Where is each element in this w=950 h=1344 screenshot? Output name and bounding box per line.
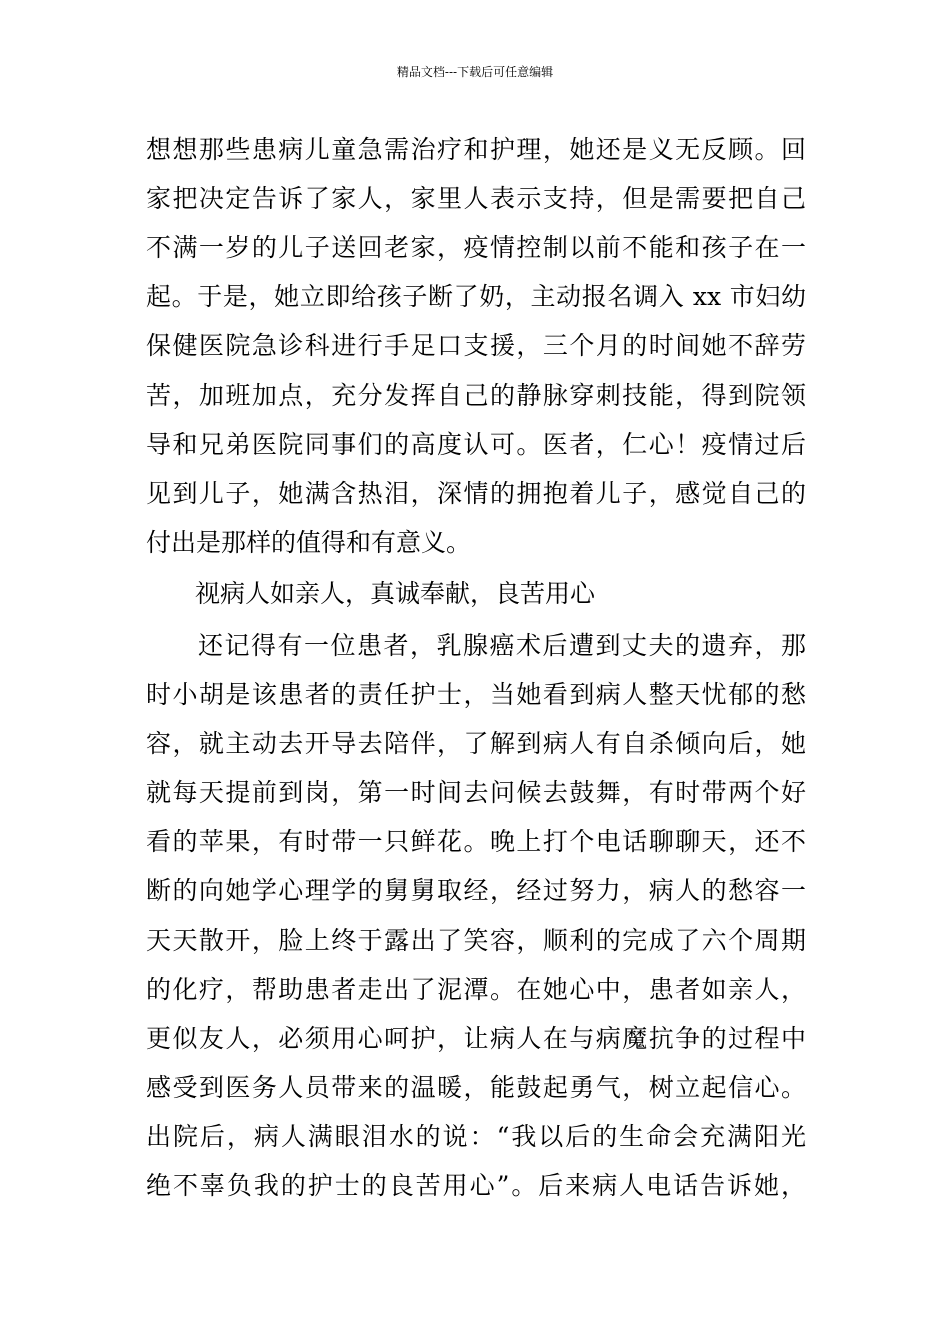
body-line: 出院后，病人满眼泪水的说：“我以后的生命会充满阳光 [146,1122,806,1151]
body-line: 更似友人，必须用心呵护，让病人在与病魔抗争的过程中 [146,1024,806,1053]
body-line: 还记得有一位患者，乳腺癌术后遭到丈夫的遗弃，那 [198,631,806,660]
page-header: 精品文档---下载后可任意编辑 [396,65,554,79]
body-line: 感受到医务人员带来的温暖，能鼓起勇气，树立起信心。 [146,1073,806,1102]
body-line: 保健医院急诊科进行手足口支援，三个月的时间她不辞劳 [146,331,806,360]
body-line: 起。于是，她立即给孩子断了奶，主动报名调入 xx 市妇幼 [146,282,806,311]
body-line: 见到儿子，她满含热泪，深情的拥抱着儿子，感觉自己的 [146,479,806,508]
section-heading: 视病人如亲人，真诚奉献，良苦用心 [195,579,596,608]
body-line: 不满一岁的儿子送回老家，疫情控制以前不能和孩子在一 [146,233,806,262]
body-line: 天天散开，脸上终于露出了笑容，顺利的完成了六个周期 [146,926,806,955]
body-line: 绝不辜负我的护士的良苦用心”。后来病人电话告诉她， [146,1171,806,1200]
body-line: 导和兄弟医院同事们的高度认可。医者，仁心！疫情过后 [146,430,806,459]
body-line: 想想那些患病儿童急需治疗和护理，她还是义无反顾。回 [146,135,806,164]
body-line: 断的向她学心理学的舅舅取经，经过努力，病人的愁容一 [146,876,806,905]
body-line: 家把决定告诉了家人，家里人表示支持，但是需要把自己 [146,184,806,213]
body-line: 容，就主动去开导去陪伴，了解到病人有自杀倾向后，她 [146,729,806,758]
body-line: 就每天提前到岗，第一时间去问候去鼓舞，有时带两个好 [146,778,806,807]
body-line: 付出是那样的值得和有意义。 [146,528,472,557]
body-line: 的化疗，帮助患者走出了泥潭。在她心中，患者如亲人， [146,975,806,1004]
body-line: 看的苹果，有时带一只鲜花。晚上打个电话聊聊天，还不 [146,827,806,856]
body-line: 苦，加班加点，充分发挥自己的静脉穿刺技能，得到院领 [146,381,806,410]
body-line: 时小胡是该患者的责任护士，当她看到病人整天忧郁的愁 [146,680,806,709]
